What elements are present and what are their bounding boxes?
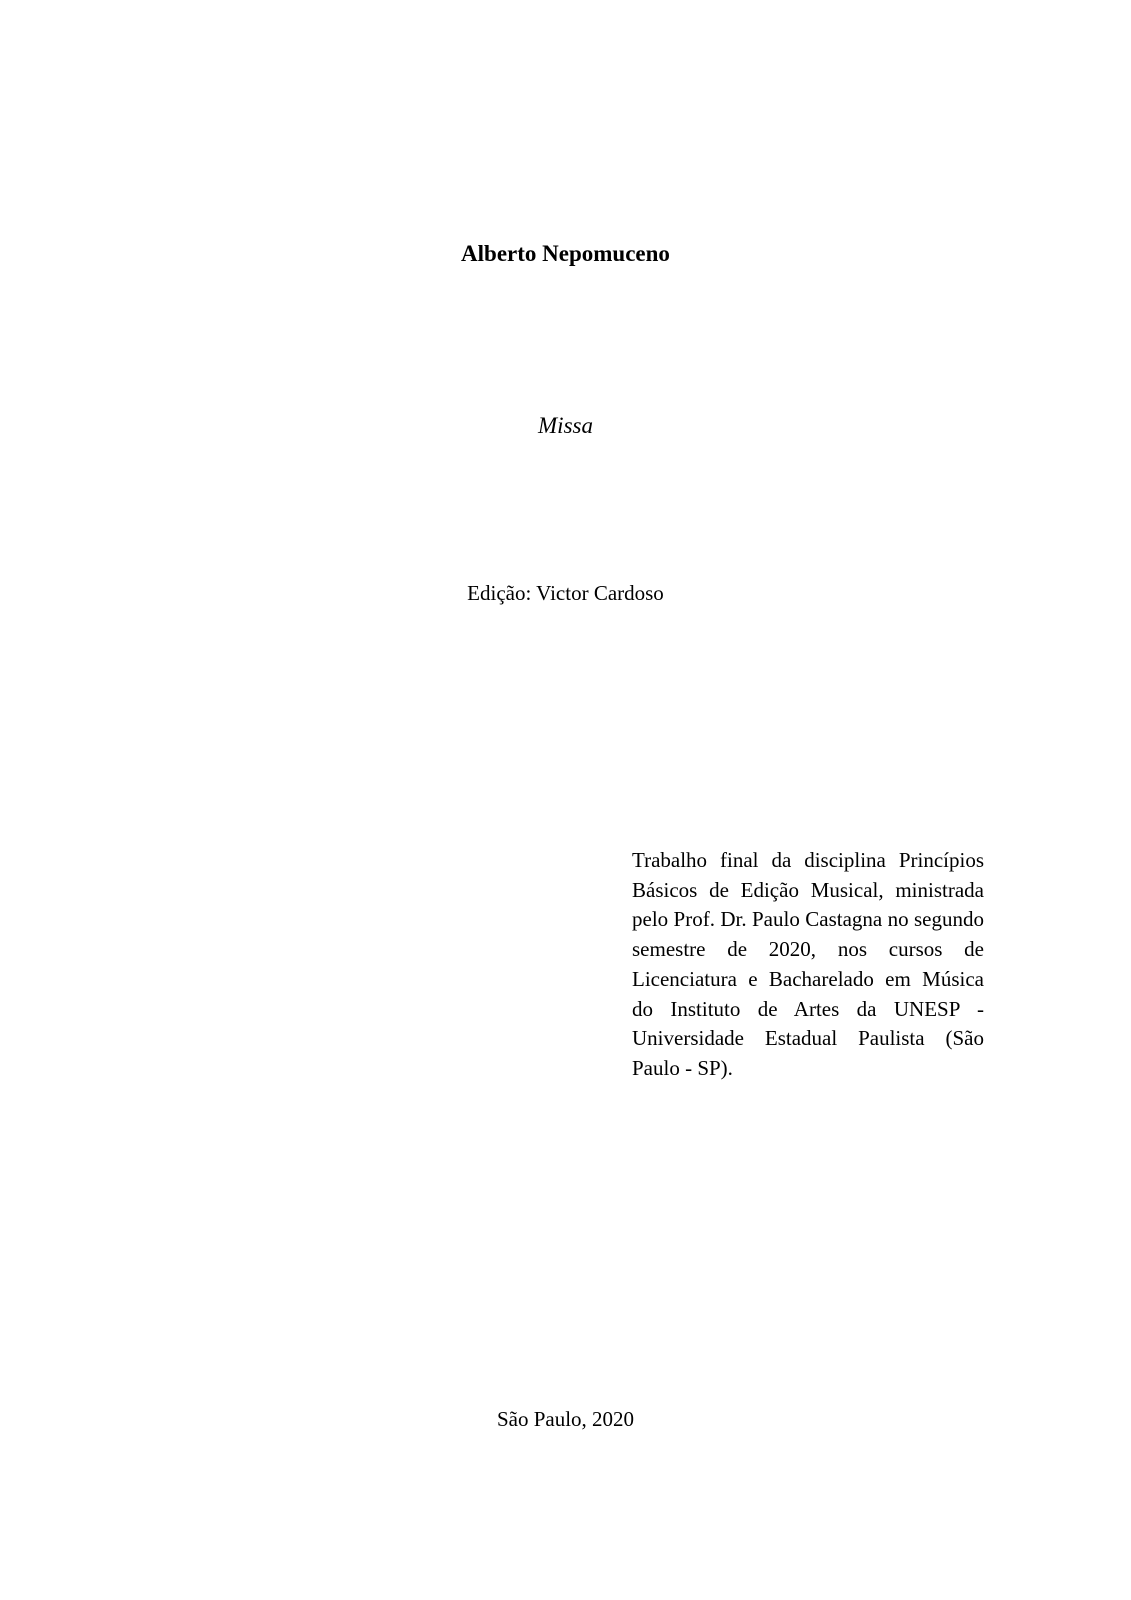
- author-name: Alberto Nepomuceno: [461, 241, 670, 266]
- place-and-date: São Paulo, 2020: [496, 1407, 635, 1431]
- academic-note: Trabalho final da disciplina Princípios Básicos de Edição Musical, ministrada pelo Prof. Dr. Paulo Castagna no segundo semestre de 2020, nos cursos de Licenciatura e Bacharelado em Música do Instituto de Artes da UNESP - Universidade Estadual Paulista (São Paulo - SP).: [632, 848, 984, 1080]
- work-title: Missa: [538, 413, 593, 438]
- edition-credit: Edição: Victor Cardoso: [467, 581, 664, 605]
